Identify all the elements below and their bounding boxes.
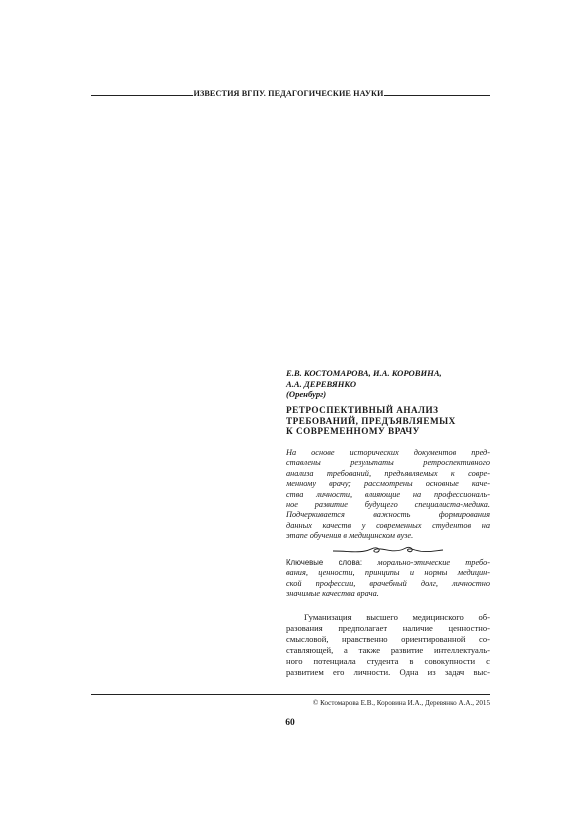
- abstract-line: Подчеркивается важность формирования: [286, 510, 490, 520]
- header-rule-right: [384, 95, 490, 96]
- body-line: развитием его личности. Одна из задач выс-: [286, 666, 490, 677]
- title-line-3: К СОВРЕМЕННОМУ ВРАЧУ: [286, 426, 420, 437]
- keywords-separator: :: [359, 558, 363, 567]
- running-header: ИЗВЕСТИЯ ВГПУ. ПЕДАГОГИЧЕСКИЕ НАУКИ: [193, 89, 384, 98]
- body-text: [286, 612, 490, 677]
- footer-rule: [91, 694, 490, 695]
- keywords: [286, 558, 490, 600]
- abstract-line: ное развитие будущего специалиста-медика.: [286, 500, 490, 510]
- title-line-1: РЕТРОСПЕКТИВНЫЙ АНАЛИЗ: [286, 405, 439, 415]
- abstract: [286, 448, 490, 542]
- abstract-line: этапе обучения в медицинском вузе.: [286, 531, 414, 541]
- keywords-label: Ключевые слова: [286, 558, 360, 567]
- keywords-text: морально-этические требо-: [362, 558, 490, 567]
- keywords-line: вания, ценности, принципы и нормы медицин-: [286, 568, 490, 578]
- authors-block: [286, 368, 490, 400]
- abstract-line: менному врачу; рассмотрены основные каче-: [286, 479, 490, 489]
- article-title: [286, 405, 490, 437]
- abstract-line: На основе исторических документов пред-: [286, 448, 490, 457]
- authors-line-2: А.А. ДЕРЕВЯНКО: [286, 378, 357, 389]
- body-line: Гуманизация высшего медицинского об-: [304, 612, 490, 622]
- body-line: смысловой, нравственно ориентированной со-: [286, 633, 490, 644]
- abstract-line: данных качеств у современных студентов на: [286, 520, 490, 530]
- abstract-line: анализа требований, предъявляемых к совре-: [286, 468, 490, 478]
- keywords-line-1: [286, 558, 490, 568]
- abstract-line: ства личности, влияющие на профессиональ-: [286, 489, 490, 499]
- title-line-2: ТРЕБОВАНИЙ, ПРЕДЪЯВЛЯЕМЫХ: [286, 415, 456, 426]
- body-line: ставляющей, а также развитие интеллектуаль-: [286, 644, 490, 655]
- body-line: ного потенциала студента в совокупности с: [286, 655, 490, 666]
- authors-city: (Оренбург): [286, 389, 327, 399]
- page-number: 60: [285, 718, 295, 728]
- copyright-notice: © Костомарова Е.В., Коровина И.А., Деревянко А.А., 2015: [312, 699, 490, 707]
- authors-line-1: Е.В. КОСТОМАРОВА, И.А. КОРОВИНА,: [286, 368, 442, 378]
- abstract-line: ставлены результаты ретроспективного: [286, 458, 490, 468]
- keywords-line: значимые качества врача.: [286, 589, 379, 599]
- keywords-line: ской профессии, врачебный долг, личностно: [286, 578, 490, 588]
- body-line: разования предполагает наличие ценностно-: [286, 622, 490, 633]
- swirl-divider-icon: [331, 544, 445, 556]
- header-rule-left: [91, 95, 193, 96]
